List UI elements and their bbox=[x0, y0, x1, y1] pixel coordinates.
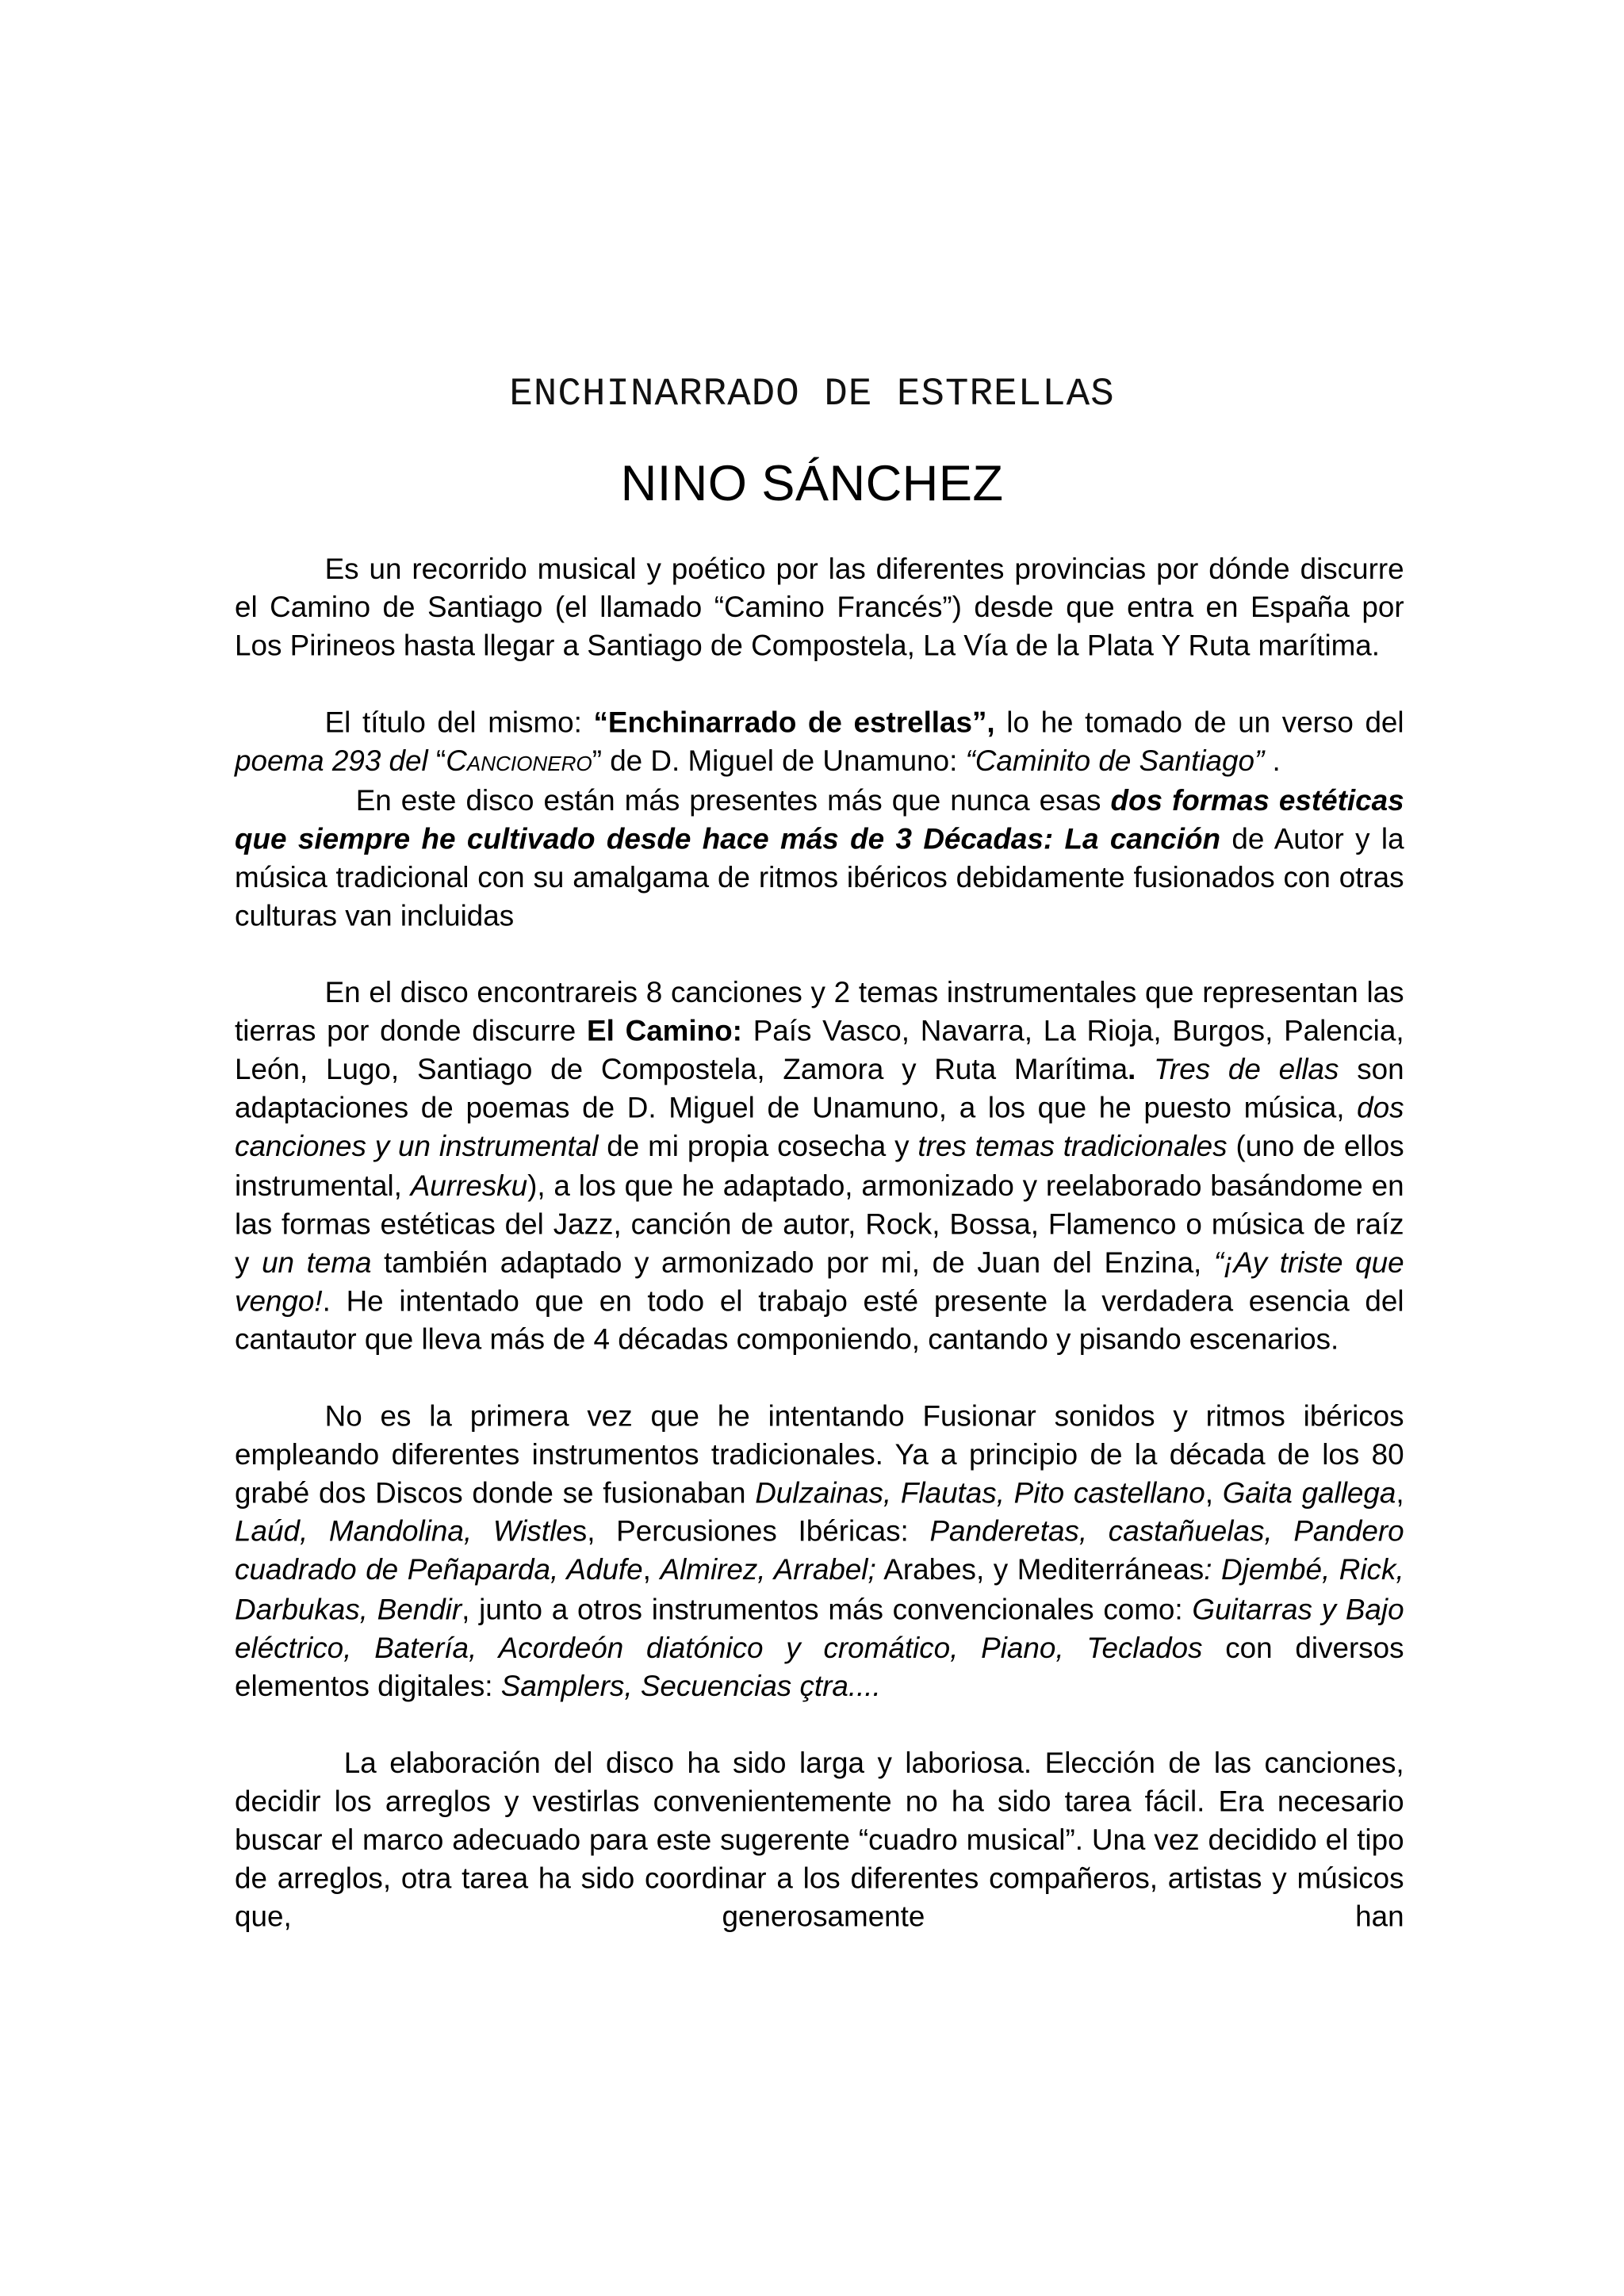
text-run: , junto a otros instrumentos más convencionales como: bbox=[462, 1593, 1193, 1626]
text-run: En el disco encontrareis 8 canciones y 2 temas instrumentales que representan las tierras por donde discurre bbox=[235, 977, 1404, 1049]
text-run: El título del mismo: bbox=[324, 707, 594, 740]
author-name: NINO SÁNCHEZ bbox=[620, 456, 1004, 513]
text-run: Es un recorrido musical y poético por las diferentes provincias por dónde discurre el Camino de Santiago (el llamado “Camino Francés”) desde que entra en España por Los Pirineos hasta llegar a Santiago de Compostela, La Vía de la Plata Y Ruta marítima. bbox=[235, 553, 1404, 664]
text-run: . bbox=[1128, 1054, 1136, 1087]
paragraph-intro bbox=[235, 550, 1404, 666]
text-run: , bbox=[1396, 1478, 1404, 1511]
paragraph-production bbox=[235, 1744, 1404, 1937]
paragraph-fusion bbox=[235, 1398, 1404, 1706]
text-run: también adaptado y armonizado por mi, de Juan del Enzina, bbox=[371, 1246, 1214, 1280]
text-run: (uno de ellos instrumental, bbox=[235, 1131, 1404, 1203]
text-run: Samplers, Secuencias çtra.... bbox=[500, 1670, 881, 1704]
text-run: . bbox=[1264, 746, 1281, 779]
text-run: En este disco están más presentes más que nunca esas bbox=[355, 784, 1111, 817]
text-run: Laúd, Mandolina, Wistle bbox=[235, 1516, 573, 1549]
text-run: de Autor y la música tradicional con su amalgama de ritmos ibéricos debidamente fusionados con otras culturas van incluidas bbox=[235, 823, 1404, 933]
text-run: , bbox=[1205, 1478, 1223, 1511]
paragraph-aesthetics bbox=[235, 782, 1404, 936]
text-run: lo he tomado de un verso del bbox=[994, 707, 1404, 740]
text-run: con diversos elementos digitales: bbox=[235, 1632, 1404, 1704]
text-run: . He intentado que en todo el trabajo esté presente la verdadera esencia del cantautor que lleva más de 4 décadas componiendo, cantando y pisando escenarios. bbox=[235, 1285, 1404, 1357]
text-run: s, Percusiones Ibéricas: bbox=[572, 1516, 930, 1549]
text-run: de mi propia cosecha y bbox=[598, 1131, 918, 1164]
text-run: La elaboración del disco ha sido larga y laboriosa. Elección de las canciones, decidir los arreglos y vestirlas convenientemente no ha sido tarea fácil. Era necesario buscar el marco adecuado para este sugerente “cuadro musical”. Una vez decidido el tipo de arreglos, otra tarea ha sido coordinar a los diferentes compañeros, artistas y músicos que, generosamente han bbox=[235, 1747, 1404, 1934]
text-run: : Djembé, Rick, Darbukas, Bendir bbox=[235, 1555, 1404, 1626]
text-run: poema 293 del bbox=[235, 746, 428, 779]
text-run bbox=[1136, 1054, 1154, 1087]
text-run: un tema bbox=[262, 1246, 372, 1280]
text-run: Almirez, Arrabel; bbox=[660, 1555, 876, 1588]
text-run: País Vasco, Navarra, La Rioja, Burgos, Palencia, León, Lugo, Santiago de Compostela, Zamora y Ruta Marítima bbox=[235, 1016, 1404, 1087]
text-run: “ bbox=[427, 746, 446, 779]
text-run: “Caminito de Santiago” bbox=[965, 746, 1265, 779]
text-run: dos formas estéticas que siempre he cultivado desde hace más de 3 Décadas: La canción bbox=[235, 784, 1404, 856]
paragraph-contents bbox=[235, 974, 1404, 1360]
text-run: Guitarras y Bajo eléctrico, Batería, Acordeón diatónico y cromático, Piano, Teclados bbox=[235, 1593, 1404, 1665]
body-text bbox=[235, 550, 1404, 1937]
text-run: tres temas tradicionales bbox=[917, 1131, 1228, 1164]
text-run: Tres de ellas bbox=[1154, 1054, 1339, 1087]
document-title: ENCHINARRADO DE ESTRELLAS bbox=[509, 372, 1115, 417]
text-run: Arabes, y Mediterráneas bbox=[875, 1555, 1205, 1588]
text-run: El Camino: bbox=[587, 1016, 742, 1049]
text-run: dos canciones y un instrumental bbox=[235, 1093, 1404, 1164]
text-run: , bbox=[642, 1555, 661, 1588]
text-run: Aurresku bbox=[410, 1169, 528, 1203]
text-run: No es la primera vez que he intentando Fusionar sonidos y ritmos ibéricos empleando diferentes instrumentos tradicionales. Ya a principio de la década de los 80 grabé dos Discos donde se fusionaban bbox=[235, 1400, 1404, 1511]
text-run: son adaptaciones de poemas de D. Miguel de Unamuno, a los que he puesto música, bbox=[235, 1054, 1404, 1126]
text-run: “¡Ay triste que vengo! bbox=[235, 1246, 1404, 1318]
text-run: “Enchinarrado de estrellas”, bbox=[593, 707, 995, 740]
text-run: Cancionero bbox=[446, 746, 592, 779]
text-run: Gaita gallega bbox=[1222, 1478, 1396, 1511]
text-run: ), a los que he adaptado, armonizado y reelaborado basándome en las formas estéticas del Jazz, canción de autor, Rock, Bossa, Flamenco o música de raíz y bbox=[235, 1169, 1404, 1280]
text-run: ” de D. Miguel de Unamuno: bbox=[592, 746, 966, 779]
text-run: Dulzainas, Flautas, Pito castellano bbox=[755, 1478, 1205, 1511]
text-run: Panderetas, castañuelas, Pandero cuadrado de Peñaparda, Adufe bbox=[235, 1516, 1404, 1588]
paragraph-title-origin bbox=[235, 705, 1404, 782]
